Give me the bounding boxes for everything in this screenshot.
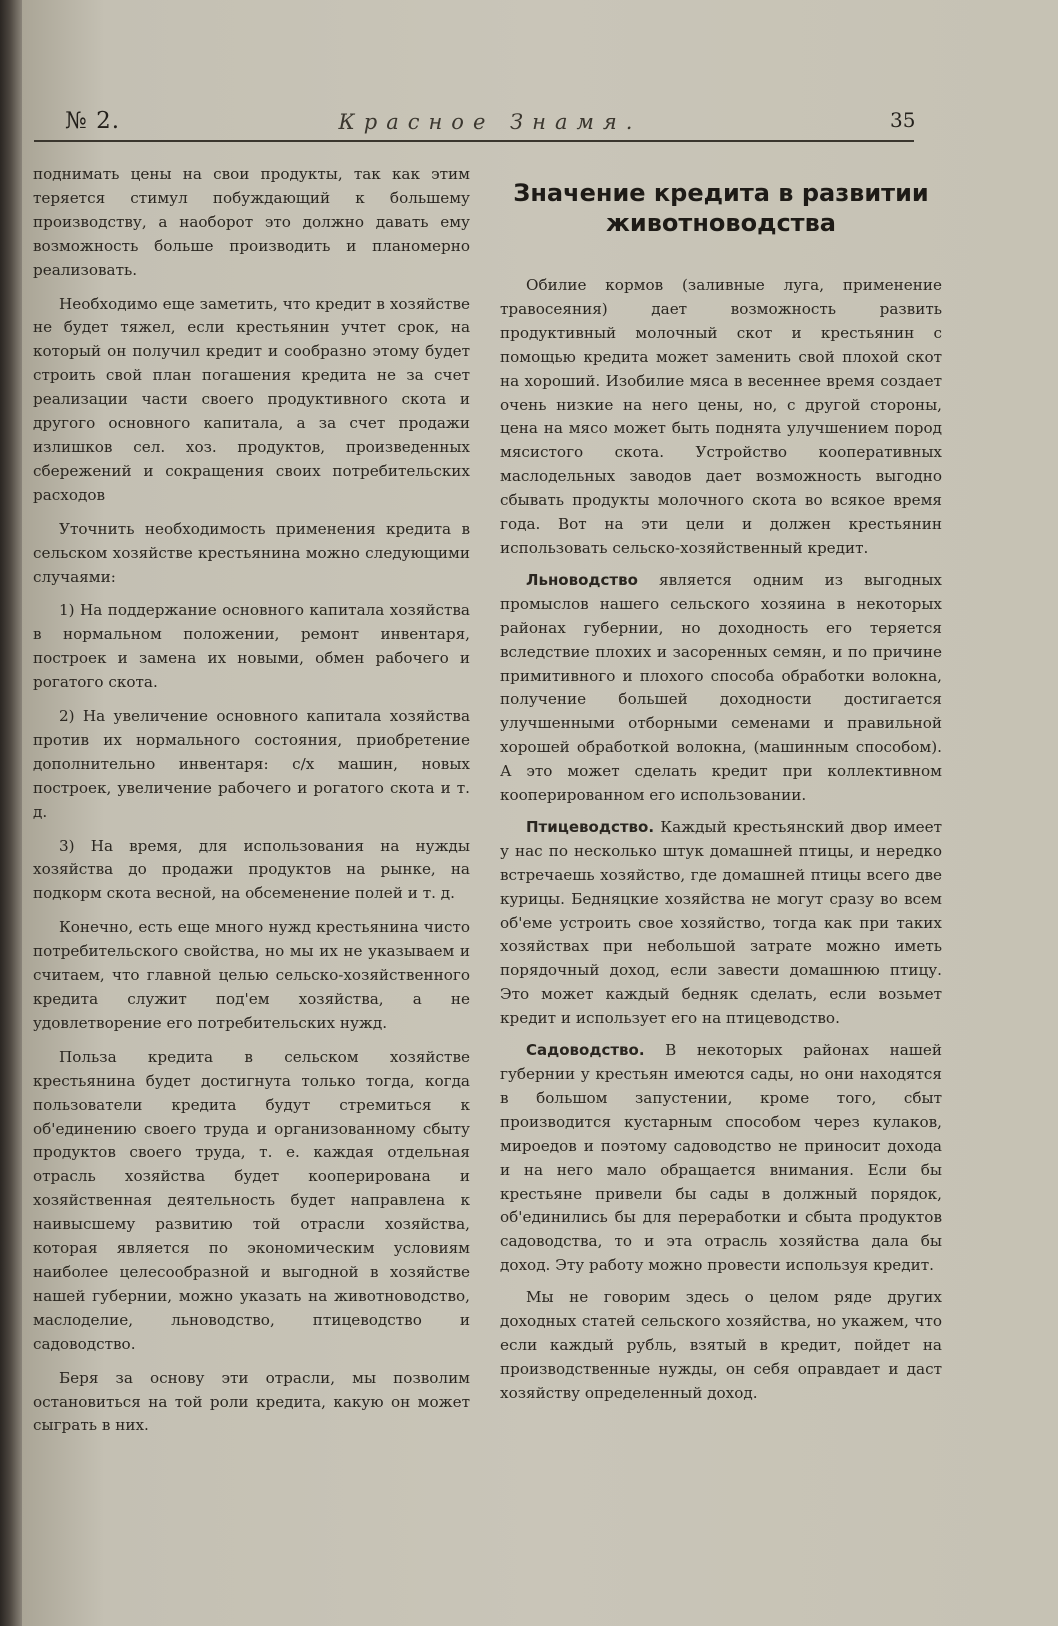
article-title: Значение кредита в развитии животноводства	[513, 179, 929, 237]
gardening-text: В некоторых районах нашей губернии у крестьян имеются сады, но они находятся в большом запустении, кроме того, сбыт производится кустарным способом через кулаков, мироедов и поэтому садоводство не приносит дохода и на него мало обращается внимания. Если бы крестьяне привели бы сады в должный порядок, об'единились бы для переработки и сбыта продуктов садоводства, то и эта отрасль хозяйства дала бы доход. Эту работу можно провести используя кредит.	[500, 1041, 942, 1275]
poultry-heading: Птицеводство.	[526, 817, 655, 836]
gardening-paragraph	[500, 1039, 942, 1278]
list-item-2: 2) На увеличение основного капитала хозяйства против их нормального состояния, приобретение дополнительно инвентаря: с/х машин, новых построек, увеличение рабочего и рогатого скота и т. д.	[33, 707, 470, 821]
running-header	[40, 102, 940, 142]
poultry-text: Каждый крестьянский двор имеет у нас по несколько штук домашней птицы, и нередко встречаешь хозяйство, где домашней птицы всего две курицы. Бедняцкие хозяйства не могут сразу во всем об'еме устроить свое хозяйство, тогда как при таких хозяйствах при небольшой затрате можно иметь порядочный доход, если завести домашнюю птицу. Это может каждый бедняк сделать, если возьмет кредит и использует его на птицеводство.	[500, 817, 942, 1028]
left-paragraph-2: Необходимо еще заметить, что кредит в хозяйстве не будет тяжел, если крестьянин учтет срок, на который он получил кредит и сообразно этому будет строить свой план погашения кредита не за счет реализации части своего продуктивного скота и другого основного капитала, а за счет продажи излишков сел. хоз. продуктов, произведенных сбережений и сокращения своих потребительских расходов	[33, 294, 470, 504]
book-binding-shadow	[0, 0, 22, 1626]
list-item-1: 1) На поддержание основного капитала хозяйства в нормальном положении, ремонт инвентаря, построек и замена их новыми, обмен рабочего и рогатого скота.	[33, 601, 470, 692]
left-paragraph-9: Беря за основу эти отрасли, мы позволим остановиться на той роли кредита, какую он может сыграть в них.	[33, 1368, 470, 1435]
issue-number: № 2.	[65, 108, 121, 134]
left-paragraph-7: Конечно, есть еще много нужд крестьянина чисто потребительского свойства, но мы их не указываем и считаем, что главной целью сельско-хозяйственного кредита служит под'ем хозяйства, а не удовлетворение его потребительских нужд.	[33, 918, 470, 1032]
left-paragraph-8: Польза кредита в сельском хозяйстве крестьянина будет достигнута только тогда, когда пользователи кредита будут стремиться к об'единению своего труда и организованному сбыту продуктов своего труда, т. е. каждая отдельная отрасль хозяйства будет кооперирована и хозяйственная деятельность будет направлена к наивысшему развитию той отрасли хозяйства, которая является по экономическим условиям наиболее целесообразной и выгодной в хозяйстве нашей губернии, можно указать на животноводство, маслоделие, льноводство, птицеводство и садоводство.	[33, 1047, 470, 1353]
livestock-paragraph: Обилие кормов (заливные луга, применение травосеяния) дает возможность развить продуктивный молочный скот и крестьянин с помощью кредита может заменить свой плохой скот на хороший. Изобилие мяса в весеннее время создает очень низкие на него цены, но, с другой стороны, цена на мясо может быть поднята улучшением пород мясистого скота. Устройство кооперативных маслодельных заводов дает возможность выгодно сбывать продукты молочного скота во всякое время года. Вот на эти цели и должен крестьянин использовать сельско-хозяйственный кредит.	[500, 276, 942, 557]
poultry-paragraph	[500, 816, 942, 1031]
left-column	[33, 163, 470, 1448]
flax-paragraph	[500, 569, 942, 808]
list-item-3: 3) На время, для использования на нужды хозяйства до продажи продуктов на рынке, на подкорм скота весной, на обсеменение полей и т. д.	[33, 836, 470, 903]
flax-text: является одним из выгодных промыслов нашего сельского хозяина в некоторых районах губернии, но доходность его теряется вследствие плохих и засоренных семян, и по причине примитивного и плохого способа обработки волокна, получение большей доходности достигается улучшенными отборными семенами и правильной хорошей обработкой волокна, (машинным способом). А это может сделать кредит при коллективном кооперированном его использовании.	[500, 570, 942, 805]
flax-heading: Льноводство	[526, 570, 638, 589]
page-number: 35	[890, 108, 916, 132]
left-paragraph-1: поднимать цены на свои продукты, так как этим теряется стимул побуждающий к большему производству, а наоборот это должно давать ему возможность больше производить и планомерно реализовать.	[33, 165, 470, 279]
gardening-heading: Садоводство.	[526, 1041, 645, 1060]
right-column	[500, 178, 942, 1414]
header-rule	[34, 140, 914, 142]
closing-paragraph: Мы не говорим здесь о целом ряде других доходных статей сельского хозяйства, но укажем, что если каждый рубль, взятый в кредит, пойдет на производственные нужды, он себя оправдает и даст хозяйству определенный доход.	[500, 1288, 942, 1402]
journal-title: Красное Знамя.	[338, 110, 642, 134]
left-paragraph-3: Уточнить необходимость применения кредита в сельском хозяйстве крестьянина можно следующими случаями:	[33, 519, 470, 586]
